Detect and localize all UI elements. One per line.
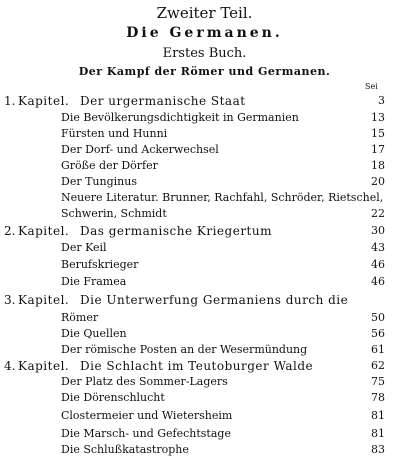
toc-entry-row (0, 275, 409, 290)
book-subtitle: Erstes Buch. (162, 46, 247, 61)
toc-entry-row (0, 311, 409, 326)
toc-entry-row (0, 443, 409, 458)
entry-title: Berufskrieger (61, 258, 139, 271)
page-number: 61 (371, 343, 385, 356)
toc-entry-row (0, 343, 409, 358)
page-number: 75 (371, 375, 385, 388)
entry-title: Fürsten und Hunni (61, 127, 168, 140)
toc-entry-row (0, 127, 409, 142)
page-number: 22 (371, 207, 385, 220)
toc-entry-row (0, 241, 409, 256)
page-number: 46 (371, 258, 385, 271)
toc-chapter-row (0, 224, 409, 239)
part-heading: Zweiter Teil. (156, 4, 253, 22)
page-number: 62 (371, 359, 385, 372)
toc-entry-row (0, 409, 409, 424)
chapter-title: Das germanische Kriegertum (80, 224, 272, 238)
toc-entry-row (0, 427, 409, 442)
page-number: 30 (371, 224, 385, 237)
page-number: 15 (371, 127, 385, 140)
page-number: 56 (371, 327, 385, 340)
entry-title: Die Quellen (61, 327, 127, 340)
entry-title: Die Schlußkatastrophe (61, 443, 189, 456)
chapter-title: Die Unterwerfung Germaniens durch die (80, 293, 349, 307)
toc-chapter-row (0, 359, 409, 374)
page-number: 46 (371, 275, 385, 288)
chapter-title: Die Schlacht im Teutoburger Walde (80, 359, 314, 373)
toc-entry-row (0, 175, 409, 190)
toc-entry-row (0, 207, 409, 222)
entry-title: Der Keil (61, 241, 107, 254)
entry-title: Neuere Literatur. Brunner, Rachfahl, Schröder, Rietschel, (61, 191, 384, 204)
entry-title: Die Framea (61, 275, 127, 288)
page-number: 78 (371, 391, 385, 404)
book-title: Die Germanen. (126, 25, 283, 41)
toc-chapter-row (0, 293, 409, 308)
entry-title: Der Dorf- und Ackerwechsel (61, 143, 219, 156)
page-number: 81 (371, 427, 385, 440)
toc-entry-row (0, 143, 409, 158)
page-number: 17 (371, 143, 385, 156)
chapter-label: Kapitel. (18, 359, 70, 373)
entry-title: Die Dörenschlucht (61, 391, 165, 404)
entry-title: Der römische Posten an der Wesermündung (61, 343, 308, 356)
page-column-label: Sei (365, 82, 378, 91)
page-number: 18 (371, 159, 385, 172)
entry-title: Der Tunginus (61, 175, 137, 188)
chapter-number: 4. (4, 359, 16, 373)
toc-entry-row (0, 375, 409, 390)
page-number: 81 (371, 409, 385, 422)
chapter-title: Der urgermanische Staat (80, 94, 246, 108)
toc-entry-row (0, 327, 409, 342)
theme-heading: Der Kampf der Römer und Germanen. (78, 65, 331, 78)
entry-title: Schwerin, Schmidt (61, 207, 167, 220)
toc-entry-row (0, 258, 409, 273)
chapter-label: Kapitel. (18, 293, 70, 307)
chapter-label: Kapitel. (18, 224, 70, 238)
entry-title: Die Marsch- und Gefechtstage (61, 427, 231, 440)
page-number: 3 (378, 94, 385, 107)
entry-title: Größe der Dörfer (61, 159, 158, 172)
toc-chapter-row (0, 94, 409, 109)
toc-entry-row (0, 111, 409, 126)
entry-title: Die Bevölkerungsdichtigkeit in Germanien (61, 111, 299, 124)
toc-entry-row (0, 159, 409, 174)
page-number: 83 (371, 443, 385, 456)
chapter-number: 1. (4, 94, 16, 108)
page-number: 20 (371, 175, 385, 188)
chapter-number: 3. (4, 293, 16, 307)
page-number: 13 (371, 111, 385, 124)
page-number: 43 (371, 241, 385, 254)
entry-title: Der Platz des Sommer-Lagers (61, 375, 228, 388)
entry-title: Römer (61, 311, 99, 324)
toc-entry-row (0, 191, 409, 206)
chapter-label: Kapitel. (18, 94, 70, 108)
chapter-number: 2. (4, 224, 16, 238)
page-number: 50 (371, 311, 385, 324)
toc-entry-row (0, 391, 409, 406)
entry-title: Clostermeier und Wietersheim (61, 409, 233, 422)
